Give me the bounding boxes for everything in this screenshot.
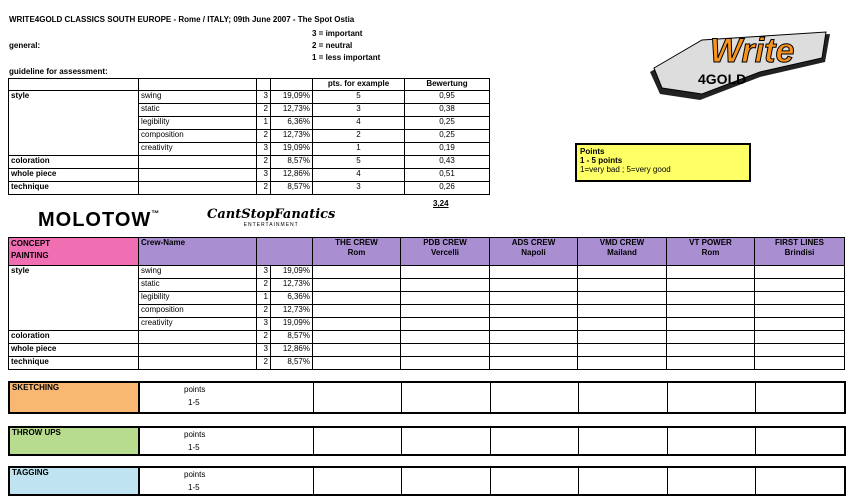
throw-ups-section xyxy=(8,426,846,456)
scale-1: 1 = less important xyxy=(312,53,381,62)
tagging-points xyxy=(139,467,313,495)
weight: 2 xyxy=(257,104,271,117)
score-cell[interactable] xyxy=(667,305,755,318)
sub-label: legibility xyxy=(139,292,257,305)
logo-4gold-text: 4GOLD xyxy=(698,71,747,87)
score-cell[interactable] xyxy=(401,427,490,455)
points-range: 1-5 xyxy=(188,443,200,452)
percent: 19,09% xyxy=(271,91,313,104)
sub-label: swing xyxy=(139,91,257,104)
sketching-label: SKETCHING xyxy=(9,382,139,413)
score-cell[interactable] xyxy=(490,467,578,495)
percent: 19,09% xyxy=(271,143,313,156)
weight: 2 xyxy=(257,156,271,169)
sketching-points xyxy=(139,382,313,413)
score-cell[interactable] xyxy=(578,292,667,305)
score-cell[interactable] xyxy=(313,382,401,413)
score-cell[interactable] xyxy=(401,266,490,279)
score-cell[interactable] xyxy=(755,292,845,305)
cat-coloration: coloration xyxy=(9,156,139,169)
crew-header xyxy=(578,238,667,266)
score-cell[interactable] xyxy=(313,279,401,292)
bewertung-value: 0,25 xyxy=(405,117,490,130)
percent: 19,09% xyxy=(271,266,313,279)
crew-header xyxy=(401,238,490,266)
crew-header xyxy=(313,238,401,266)
general-label: general: xyxy=(9,41,41,50)
bewertung-value: 0,25 xyxy=(405,130,490,143)
cat-coloration: coloration xyxy=(9,331,139,344)
cat-technique: technique xyxy=(9,357,139,370)
crew-name: ADS CREW xyxy=(511,238,556,247)
score-cell[interactable] xyxy=(755,344,845,357)
score-cell[interactable] xyxy=(313,331,401,344)
bewertung-value: 0,26 xyxy=(405,182,490,195)
example-points: 5 xyxy=(313,156,405,169)
percent: 8,57% xyxy=(271,156,313,169)
bewertung-value: 0,51 xyxy=(405,169,490,182)
csf-text: CantStopFanatics xyxy=(207,207,336,222)
score-cell[interactable] xyxy=(490,344,578,357)
guideline-table xyxy=(8,78,490,195)
percent: 12,73% xyxy=(271,305,313,318)
scale-2: 2 = neutral xyxy=(312,41,353,50)
score-cell[interactable] xyxy=(667,279,755,292)
score-cell[interactable] xyxy=(667,318,755,331)
score-cell[interactable] xyxy=(578,344,667,357)
sub-label: creativity xyxy=(139,318,257,331)
crew-header xyxy=(755,238,845,266)
percent: 6,36% xyxy=(271,117,313,130)
bewertung-value: 0,38 xyxy=(405,104,490,117)
crew-city: Brindisi xyxy=(784,248,815,257)
score-cell[interactable] xyxy=(490,382,578,413)
percent: 8,57% xyxy=(271,331,313,344)
score-cell[interactable] xyxy=(401,305,490,318)
score-cell[interactable] xyxy=(313,318,401,331)
guideline-label: guideline for assessment: xyxy=(9,67,108,76)
score-cell[interactable] xyxy=(578,279,667,292)
crew-city: Napoli xyxy=(521,248,546,257)
sketching-section xyxy=(8,381,846,414)
score-cell[interactable] xyxy=(313,292,401,305)
weight: 3 xyxy=(257,169,271,182)
score-cell[interactable] xyxy=(490,331,578,344)
score-cell[interactable] xyxy=(490,318,578,331)
bewertung-value: 0,43 xyxy=(405,156,490,169)
score-cell[interactable] xyxy=(490,279,578,292)
score-cell[interactable] xyxy=(401,279,490,292)
concept-painting-table xyxy=(8,237,845,370)
percent: 12,86% xyxy=(271,344,313,357)
sub-label: composition xyxy=(139,130,257,143)
example-points: 4 xyxy=(313,117,405,130)
example-points: 5 xyxy=(313,91,405,104)
points-label: points xyxy=(184,385,206,394)
weight: 3 xyxy=(257,344,271,357)
sub-label: static xyxy=(139,279,257,292)
score-cell[interactable] xyxy=(755,357,845,370)
score-cell[interactable] xyxy=(401,357,490,370)
points-description: 1=very bad ; 5=very good xyxy=(580,165,671,174)
weight: 3 xyxy=(257,143,271,156)
score-cell[interactable] xyxy=(578,382,667,413)
concept-painting-label xyxy=(9,238,139,266)
score-cell[interactable] xyxy=(401,292,490,305)
weight: 1 xyxy=(257,117,271,130)
points-legend-box xyxy=(575,143,751,182)
example-points: 3 xyxy=(313,182,405,195)
weight: 3 xyxy=(257,318,271,331)
crew-header xyxy=(490,238,578,266)
logo-write-text: Write xyxy=(710,32,795,70)
score-cell[interactable] xyxy=(755,318,845,331)
score-cell[interactable] xyxy=(578,318,667,331)
sub-label: creativity xyxy=(139,143,257,156)
score-cell[interactable] xyxy=(490,266,578,279)
crew-name: PDB CREW xyxy=(423,238,467,247)
cat-style: style xyxy=(9,91,139,156)
weight: 2 xyxy=(257,331,271,344)
molotow-text: MOLOTOW xyxy=(38,209,152,231)
bewertung-value: 0,95 xyxy=(405,91,490,104)
weight: 2 xyxy=(257,305,271,318)
crew-header xyxy=(667,238,755,266)
weight: 3 xyxy=(257,266,271,279)
crew-name: VMD CREW xyxy=(599,238,645,247)
cat-style: style xyxy=(9,266,139,331)
percent: 8,57% xyxy=(271,357,313,370)
crew-city: Mailand xyxy=(607,248,637,257)
score-cell[interactable] xyxy=(667,427,755,455)
score-cell[interactable] xyxy=(755,266,845,279)
crew-name: VT POWER xyxy=(689,238,732,247)
score-cell[interactable] xyxy=(755,427,845,455)
sub-label: composition xyxy=(139,305,257,318)
points-range: 1-5 xyxy=(188,483,200,492)
write4gold-logo xyxy=(640,22,840,102)
score-cell[interactable] xyxy=(401,467,490,495)
header-example: pts. for example xyxy=(313,79,405,91)
tagging-label: TAGGING xyxy=(9,467,139,495)
score-cell[interactable] xyxy=(667,357,755,370)
score-cell[interactable] xyxy=(313,427,401,455)
weight: 2 xyxy=(257,357,271,370)
cat-whole-piece: whole piece xyxy=(9,344,139,357)
example-points: 2 xyxy=(313,130,405,143)
total-value: 3,24 xyxy=(433,199,449,208)
throw-ups-label: THROW UPS xyxy=(9,427,139,455)
score-cell[interactable] xyxy=(755,467,845,495)
crew-city: Rom xyxy=(347,248,366,257)
crew-city: Vercelli xyxy=(430,248,460,257)
points-range: 1 - 5 points xyxy=(580,156,623,165)
points-label: points xyxy=(184,430,206,439)
example-points: 1 xyxy=(313,143,405,156)
tagging-section xyxy=(8,466,846,496)
example-points: 4 xyxy=(313,169,405,182)
points-range: 1-5 xyxy=(188,398,200,407)
score-cell[interactable] xyxy=(313,266,401,279)
percent: 19,09% xyxy=(271,318,313,331)
score-cell[interactable] xyxy=(490,292,578,305)
painting-label: PAINTING xyxy=(11,251,49,260)
example-points: 3 xyxy=(313,104,405,117)
cat-whole-piece: whole piece xyxy=(9,169,139,182)
score-cell[interactable] xyxy=(490,305,578,318)
crew-name: THE CREW xyxy=(335,238,378,247)
points-title: Points xyxy=(580,147,605,156)
cat-technique: technique xyxy=(9,182,139,195)
sub-label: legibility xyxy=(139,117,257,130)
score-cell[interactable] xyxy=(667,266,755,279)
percent: 8,57% xyxy=(271,182,313,195)
score-cell[interactable] xyxy=(313,357,401,370)
score-cell[interactable] xyxy=(755,331,845,344)
score-cell[interactable] xyxy=(578,305,667,318)
weight: 2 xyxy=(257,130,271,143)
weight: 2 xyxy=(257,279,271,292)
weight: 1 xyxy=(257,292,271,305)
crew-city: Rom xyxy=(701,248,720,257)
molotow-logo xyxy=(38,209,160,232)
score-cell[interactable] xyxy=(401,331,490,344)
score-cell[interactable] xyxy=(313,467,401,495)
score-cell[interactable] xyxy=(667,292,755,305)
percent: 12,86% xyxy=(271,169,313,182)
cantstopfanatics-logo xyxy=(207,207,335,228)
percent: 6,36% xyxy=(271,292,313,305)
concept-label: CONCEPT xyxy=(11,239,51,248)
bewertung-value: 0,19 xyxy=(405,143,490,156)
csf-subtext: ENTERTAINMENT xyxy=(243,222,299,228)
score-cell[interactable] xyxy=(401,382,490,413)
score-cell[interactable] xyxy=(667,382,755,413)
throw-ups-points xyxy=(139,427,313,455)
score-cell[interactable] xyxy=(578,266,667,279)
score-cell[interactable] xyxy=(578,467,667,495)
crew-name-header: Crew-Name xyxy=(139,238,257,266)
points-label: points xyxy=(184,470,206,479)
percent: 12,73% xyxy=(271,104,313,117)
sub-label: static xyxy=(139,104,257,117)
document-title: WRITE4GOLD CLASSICS SOUTH EUROPE - Rome / ITALY; 09th June 2007 - The Spot Ostia xyxy=(9,15,355,24)
weight: 2 xyxy=(257,182,271,195)
score-cell[interactable] xyxy=(578,331,667,344)
weight: 3 xyxy=(257,91,271,104)
scale-3: 3 = important xyxy=(312,29,363,38)
percent: 12,73% xyxy=(271,130,313,143)
score-cell[interactable] xyxy=(755,382,845,413)
score-cell[interactable] xyxy=(755,305,845,318)
sub-label: swing xyxy=(139,266,257,279)
crew-name: FIRST LINES xyxy=(775,238,824,247)
percent: 12,73% xyxy=(271,279,313,292)
score-cell[interactable] xyxy=(578,357,667,370)
score-cell[interactable] xyxy=(490,357,578,370)
score-cell[interactable] xyxy=(313,305,401,318)
score-cell[interactable] xyxy=(667,467,755,495)
score-cell[interactable] xyxy=(490,427,578,455)
trademark-symbol: ™ xyxy=(151,209,161,218)
score-cell[interactable] xyxy=(313,344,401,357)
score-cell[interactable] xyxy=(755,279,845,292)
score-cell[interactable] xyxy=(578,427,667,455)
score-cell[interactable] xyxy=(401,344,490,357)
header-bewertung: Bewertung xyxy=(405,79,490,91)
score-cell[interactable] xyxy=(401,318,490,331)
score-cell[interactable] xyxy=(667,331,755,344)
score-cell[interactable] xyxy=(667,344,755,357)
